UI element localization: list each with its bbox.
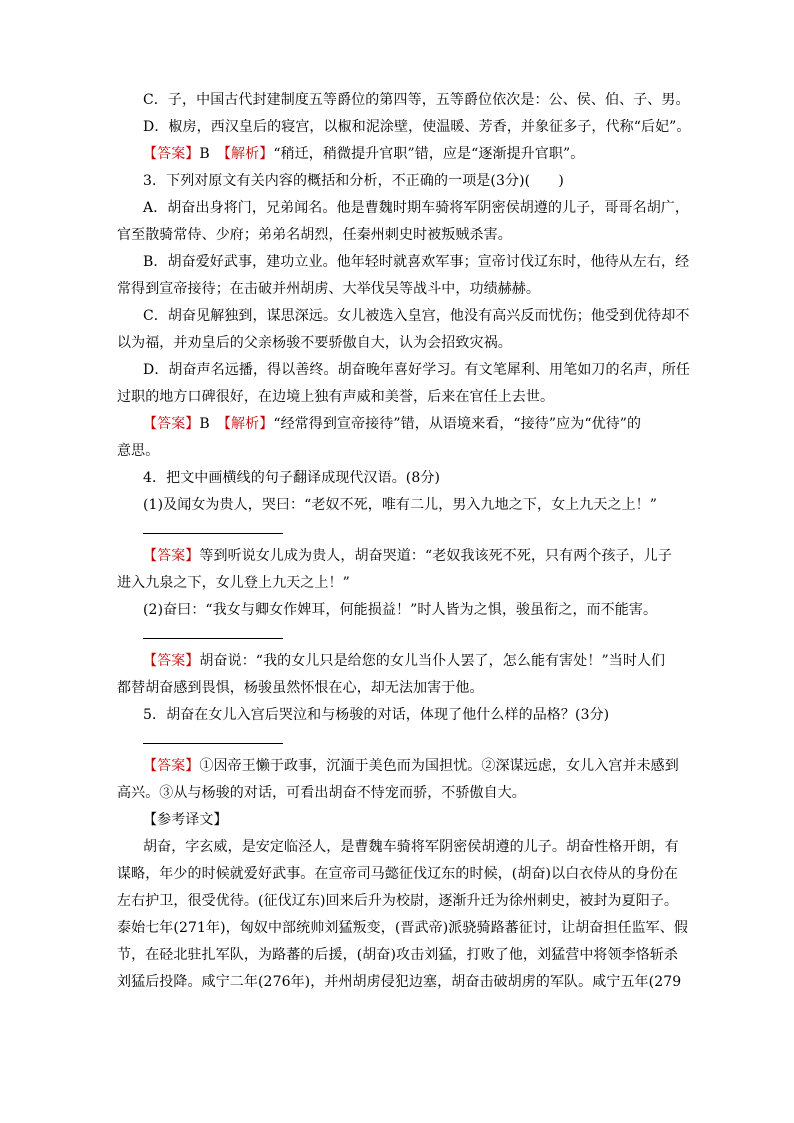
question-5 bbox=[117, 702, 691, 729]
translation-line bbox=[117, 834, 691, 861]
text: 胡奋说：“我的女儿只是给您的女儿当仆人罢了，怎么能有害处！”当时人们 bbox=[199, 653, 666, 669]
text-line bbox=[117, 384, 691, 411]
text: 节，在硁北驻扎军队，为路蕃的后援，(胡奋)攻击刘猛，打败了他，刘猛营中将领李恪斩杀 bbox=[117, 947, 679, 963]
text-line bbox=[117, 276, 691, 303]
text: 常得到宣帝接待；在击破并州胡虏、大举伐吴等战斗中，功绩赫赫。 bbox=[117, 281, 540, 297]
sentence-2 bbox=[117, 597, 691, 624]
answer-tag: 【答案】 bbox=[143, 548, 200, 564]
analysis-tag: 【解析】 bbox=[223, 416, 274, 432]
translation-line bbox=[117, 888, 691, 915]
text: C．胡奋见解独到，谋思深远。女儿被选入皇宫，他没有高兴反而忧伤；他受到优待却不 bbox=[143, 308, 690, 324]
text: “稍迁，稍微提升官职”错，应是“逐渐提升官职”。 bbox=[273, 146, 585, 162]
text: 过职的地方口碑很好，在边境上独有声威和美誉，后来在官任上去世。 bbox=[117, 389, 555, 405]
text: 3．下列对原文有关内容的概括和分析，不正确的一项是(3分)( ) bbox=[143, 173, 564, 189]
text: (2)奋曰：“我女与卿女作婢耳，何能损益！”时人皆为之惧，骏虽衔之，而不能害。 bbox=[143, 602, 658, 618]
text: “经常得到宣帝接待”错，从语境来看，“接待”应为“优待”的 bbox=[273, 416, 642, 432]
text: 5．胡奋在女儿入宫后哭泣和与杨骏的对话，体现了他什么样的品格？(3分) bbox=[143, 707, 610, 723]
question-3 bbox=[117, 168, 691, 195]
option-d-line bbox=[117, 114, 691, 141]
text-line bbox=[117, 330, 691, 357]
text: B bbox=[199, 146, 224, 162]
translation-line bbox=[117, 969, 691, 996]
text: B．胡奋爱好武事，建功立业。他年轻时就喜欢军事；宣帝讨伐辽东时，他待从左右，经 bbox=[143, 254, 690, 270]
answer-blank bbox=[143, 743, 283, 744]
text: (1)及闻女为贵人，哭曰：“老奴不死，唯有二儿，男入九地之下，女上九天之上！” bbox=[143, 497, 658, 513]
option-b-line bbox=[117, 249, 691, 276]
text: 谋略，年少的时候就爱好武事。在宣帝司马懿征伐辽东的时候，(胡奋)以白衣侍从的身份在 bbox=[117, 866, 679, 882]
text: 意思。 bbox=[117, 443, 160, 459]
option-c-line bbox=[117, 87, 691, 114]
analysis-tag: 【解析】 bbox=[223, 146, 274, 162]
translation-heading bbox=[117, 807, 691, 834]
option-a-line bbox=[117, 195, 691, 222]
text: 刘猛后投降。咸宁二年(276年)，并州胡虏侵犯边塞，胡奋击破胡虏的军队。咸宁五年(279 bbox=[117, 974, 682, 990]
text: D．胡奋声名远播，得以善终。胡奋晚年喜好学习。有文笔犀利、用笔如刀的名声，所任 bbox=[143, 362, 691, 378]
text-line bbox=[117, 780, 691, 807]
answer-line bbox=[117, 648, 691, 675]
answer-blank bbox=[143, 638, 283, 639]
text-line bbox=[117, 570, 691, 597]
answer-line bbox=[117, 753, 691, 780]
question-4 bbox=[117, 465, 691, 492]
sentence-1 bbox=[117, 492, 691, 519]
answer-tag: 【答案】 bbox=[143, 758, 200, 774]
translation-line bbox=[117, 942, 691, 969]
text: 【参考译文】 bbox=[143, 812, 228, 828]
text: 4．把文中画横线的句子翻译成现代汉语。(8分) bbox=[143, 470, 441, 486]
text-line bbox=[117, 438, 691, 465]
answer-tag: 【答案】 bbox=[143, 416, 200, 432]
option-c-line bbox=[117, 303, 691, 330]
option-d-line bbox=[117, 357, 691, 384]
answer-line bbox=[117, 141, 691, 168]
text: D．椒房，西汉皇后的寝宫，以椒和泥涂壁，使温暖、芳香，并象征多子，代称“后妃”。 bbox=[143, 119, 691, 135]
text: C．子，中国古代封建制度五等爵位的第四等，五等爵位依次是：公、侯、伯、子、男。 bbox=[143, 92, 690, 108]
text: 官至散骑常侍、少府；弟弟名胡烈，任秦州刺史时被叛贼杀害。 bbox=[117, 227, 512, 243]
document-page bbox=[117, 87, 691, 996]
answer-tag: 【答案】 bbox=[143, 146, 200, 162]
answer-line bbox=[117, 411, 691, 438]
text: 泰始七年(271年)，匈奴中部统帅刘猛叛变，(晋武帝)派骁骑路蕃征讨，让胡奋担任监军、假 bbox=[117, 920, 688, 936]
text: 高兴。③从与杨骏的对话，可看出胡奋不恃宠而骄，不骄傲自大。 bbox=[117, 785, 526, 801]
text: 以为福，并劝皇后的父亲杨骏不要骄傲自大，认为会招致灾祸。 bbox=[117, 335, 512, 351]
text: B bbox=[199, 416, 224, 432]
text: 进入九泉之下，女儿登上九天之上！” bbox=[117, 575, 350, 591]
translation-line bbox=[117, 915, 691, 942]
text: 胡奋，字玄威，是安定临泾人，是曹魏车骑将军阴密侯胡遵的儿子。胡奋性格开朗，有 bbox=[143, 839, 679, 855]
translation-line bbox=[117, 861, 691, 888]
text: 左右护卫，很受优待。(征伐辽东)回来后升为校尉，逐渐升迁为徐州刺史，被封为夏阳子。 bbox=[117, 893, 679, 909]
text: 等到听说女儿成为贵人，胡奋哭道：“老奴我该死不死，只有两个孩子，儿子 bbox=[199, 548, 672, 564]
text-line bbox=[117, 675, 691, 702]
text: A．胡奋出身将门，兄弟闻名。他是曹魏时期车骑将军阴密侯胡遵的儿子，哥哥名胡广， bbox=[143, 200, 690, 216]
answer-tag: 【答案】 bbox=[143, 653, 200, 669]
text: 都替胡奋感到畏惧，杨骏虽然怀恨在心，却无法加害于他。 bbox=[117, 680, 484, 696]
text-line bbox=[117, 222, 691, 249]
answer-blank bbox=[143, 533, 283, 534]
text: ①因帝王懒于政事，沉湎于美色而为国担忧。②深谋远虑，女儿入宫并未感到 bbox=[199, 758, 679, 774]
answer-line bbox=[117, 543, 691, 570]
